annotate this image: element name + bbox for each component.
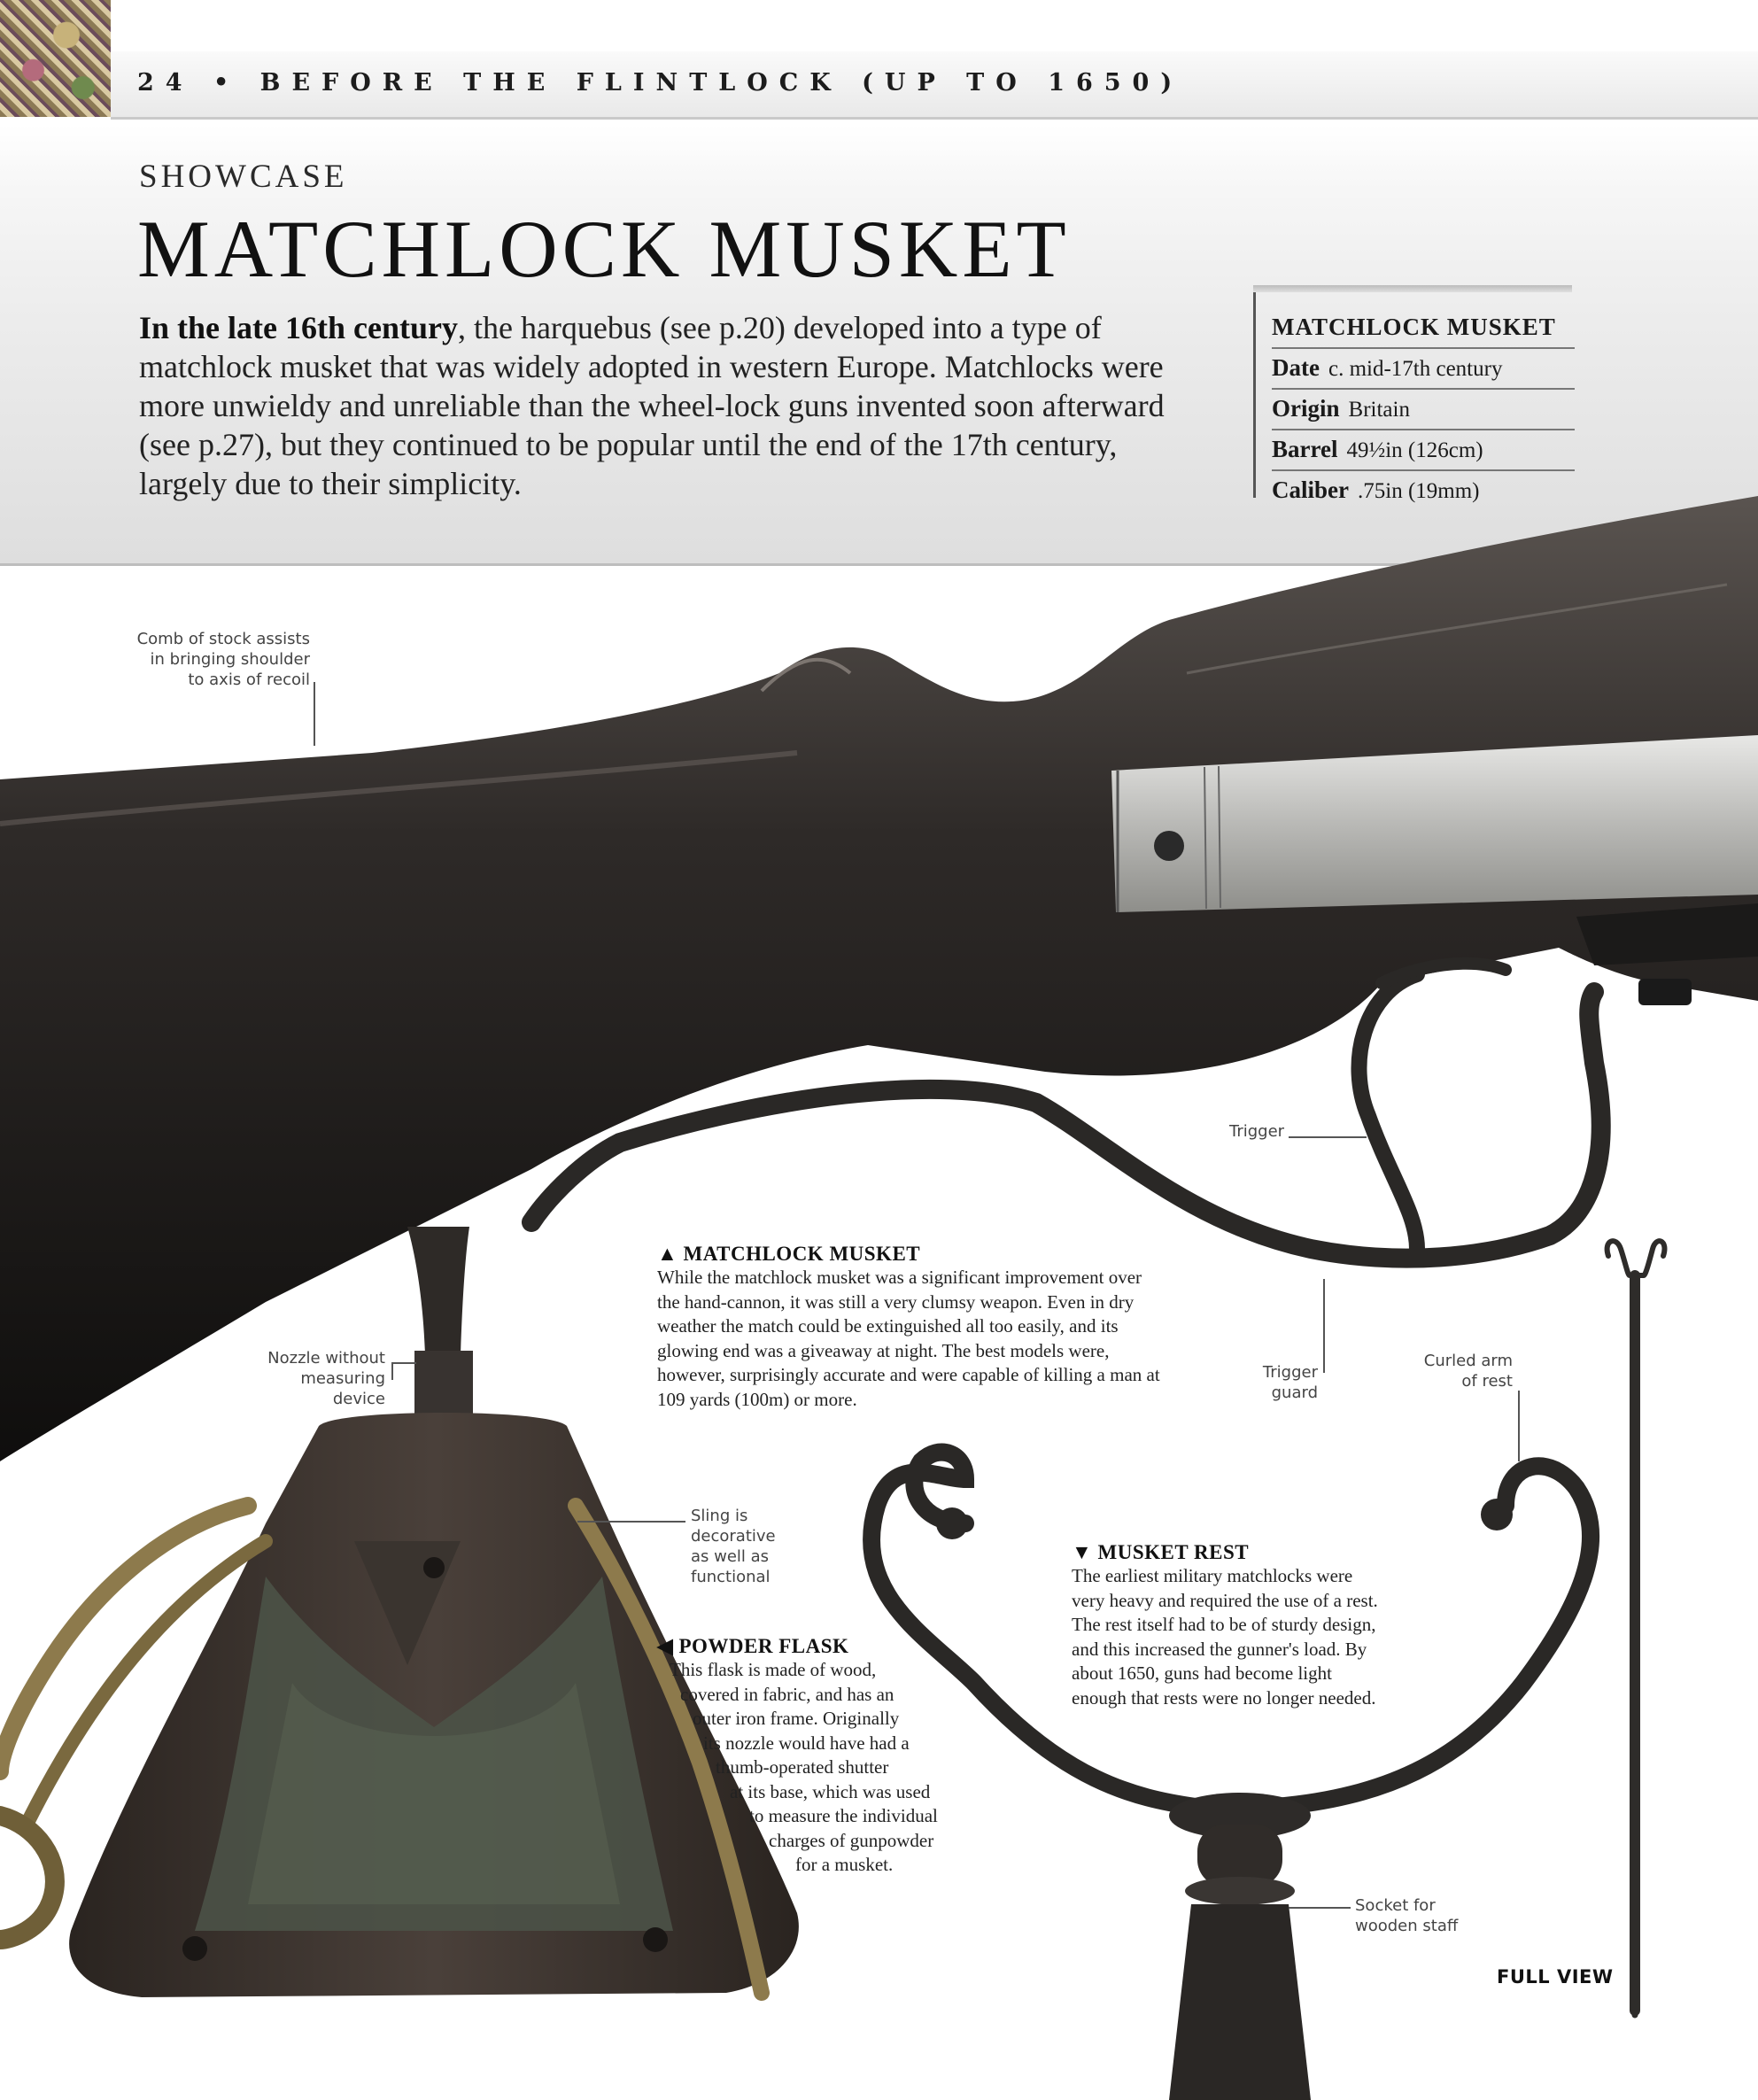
caption-line: thumb-operated shutter bbox=[716, 1756, 889, 1778]
nozzle-leader-line-v bbox=[391, 1364, 393, 1380]
sling-leader-line bbox=[577, 1521, 685, 1523]
caption-flask-body bbox=[657, 1658, 976, 1878]
rest-socket bbox=[1169, 1793, 1311, 2100]
running-head-separator: • bbox=[213, 69, 241, 97]
section-title: BEFORE THE FLINTLOCK (UP TO 1650) bbox=[259, 69, 1184, 97]
spec-label: Barrel bbox=[1272, 436, 1338, 462]
full-view-rest bbox=[1607, 1241, 1665, 2015]
caption-line: charges of gunpowder bbox=[769, 1829, 934, 1851]
caption-line: This flask is made of wood, bbox=[670, 1659, 877, 1680]
spec-value: c. mid-17th century bbox=[1328, 357, 1503, 381]
callout-line: as well as bbox=[691, 1547, 770, 1566]
intro-lead: In the late 16th century bbox=[139, 310, 458, 345]
caption-line: for a musket. bbox=[795, 1854, 894, 1875]
caption-musket-body: While the matchlock musket was a significant improvement over the hand-cannon, it was still a very clumsy weapon. Even in dry weather the match could be extinguished all too easily, and its glowing end was a giveaway at night. The best models were, however, surprisingly accurate and were capable of killing a man at 109 yards (100m) or more. bbox=[657, 1267, 1160, 1410]
caption-flask bbox=[657, 1635, 976, 1878]
callout-nozzle bbox=[248, 1348, 385, 1409]
callout-comb bbox=[133, 629, 310, 690]
up-arrow-icon: ▲ bbox=[657, 1243, 678, 1265]
running-head-text bbox=[137, 69, 1183, 97]
callout-line: guard bbox=[1271, 1383, 1318, 1402]
page-number: 24 bbox=[137, 69, 194, 97]
caption-line: to measure the individual bbox=[749, 1805, 938, 1826]
page-title: MATCHLOCK MUSKET bbox=[137, 204, 1071, 294]
caption-rest bbox=[1072, 1541, 1389, 1710]
callout-socket bbox=[1355, 1895, 1458, 1936]
callout-line: of rest bbox=[1461, 1372, 1513, 1391]
callout-curled-arm bbox=[1406, 1351, 1513, 1391]
left-arrow-icon: ◀ bbox=[657, 1635, 674, 1657]
callout-sling bbox=[691, 1506, 776, 1587]
spec-value: 49½in (126cm) bbox=[1346, 438, 1483, 462]
callout-line: to axis of recoil bbox=[188, 670, 310, 689]
kicker: SHOWCASE bbox=[139, 159, 348, 195]
callout-line: Comb of stock assists bbox=[136, 630, 310, 648]
spec-value: Britain bbox=[1348, 398, 1410, 422]
down-arrow-icon: ▼ bbox=[1072, 1541, 1093, 1563]
caption-line: its nozzle would have had a bbox=[703, 1732, 910, 1754]
callout-trigger: Trigger bbox=[1229, 1122, 1285, 1141]
callout-trigger-guard bbox=[1258, 1362, 1318, 1403]
caption-heading-text: MUSKET REST bbox=[1097, 1541, 1250, 1563]
spec-value: .75in (19mm) bbox=[1358, 479, 1480, 503]
socket-leader-line bbox=[1289, 1907, 1351, 1909]
callout-line: Socket for bbox=[1355, 1896, 1436, 1915]
caption-heading-text: POWDER FLASK bbox=[678, 1635, 849, 1657]
caption-flask-heading bbox=[657, 1635, 976, 1658]
callout-line: wooden staff bbox=[1355, 1917, 1459, 1935]
callout-line: Curled arm bbox=[1423, 1352, 1513, 1370]
curled-arm-leader-line bbox=[1518, 1391, 1520, 1461]
callout-line: measuring device bbox=[300, 1369, 385, 1408]
running-head bbox=[111, 51, 1758, 120]
caption-line: outer iron frame. Originally bbox=[693, 1708, 900, 1729]
caption-musket bbox=[657, 1243, 1162, 1412]
nozzle-leader-line-h bbox=[391, 1362, 416, 1364]
callout-line: functional bbox=[691, 1568, 771, 1586]
caption-line: at its base, which was used bbox=[730, 1780, 931, 1802]
intro-paragraph bbox=[139, 308, 1184, 503]
caption-heading-text: MATCHLOCK MUSKET bbox=[683, 1243, 921, 1265]
spec-label: Caliber bbox=[1272, 477, 1349, 503]
caption-rest-heading bbox=[1072, 1541, 1389, 1564]
callout-line: Sling is bbox=[691, 1507, 748, 1525]
intro-body: , the harquebus (see p.20) developed into a type of matchlock musket that was widely adopted in western Europe. Matchlocks were more unwieldy and unreliable than the wheel-lock guns invented soon afterward (see p.27), but they continued to be popular until the end of the 17th century, largely due to their simplicity. bbox=[139, 310, 1165, 501]
spec-row-origin bbox=[1272, 388, 1575, 430]
callout-line: decorative bbox=[691, 1527, 776, 1546]
spec-label: Date bbox=[1272, 354, 1320, 381]
spec-row-barrel bbox=[1272, 429, 1575, 471]
spec-box bbox=[1253, 285, 1575, 503]
callout-line: in bringing shoulder bbox=[150, 650, 310, 669]
spec-title: MATCHLOCK MUSKET bbox=[1272, 306, 1575, 349]
caption-musket-heading bbox=[657, 1243, 1162, 1266]
spec-label: Origin bbox=[1272, 395, 1340, 422]
spec-row-date bbox=[1272, 347, 1575, 390]
callout-line: Nozzle without bbox=[267, 1349, 385, 1368]
trigger-guard-leader-line bbox=[1323, 1279, 1325, 1373]
full-view-label: FULL VIEW bbox=[1497, 1966, 1614, 1988]
corner-ornament bbox=[0, 0, 111, 117]
callout-line: Trigger bbox=[1262, 1363, 1318, 1382]
trigger-leader-line bbox=[1289, 1136, 1367, 1138]
comb-leader-line bbox=[314, 682, 315, 746]
caption-line: covered in fabric, and has an bbox=[680, 1683, 894, 1705]
caption-rest-body: The earliest military matchlocks were very heavy and required the use of a rest. The rest itself had to be of sturdy design, and this increased the gunner's load. By about 1650, guns had become light enough that rests were no longer needed. bbox=[1072, 1565, 1378, 1709]
